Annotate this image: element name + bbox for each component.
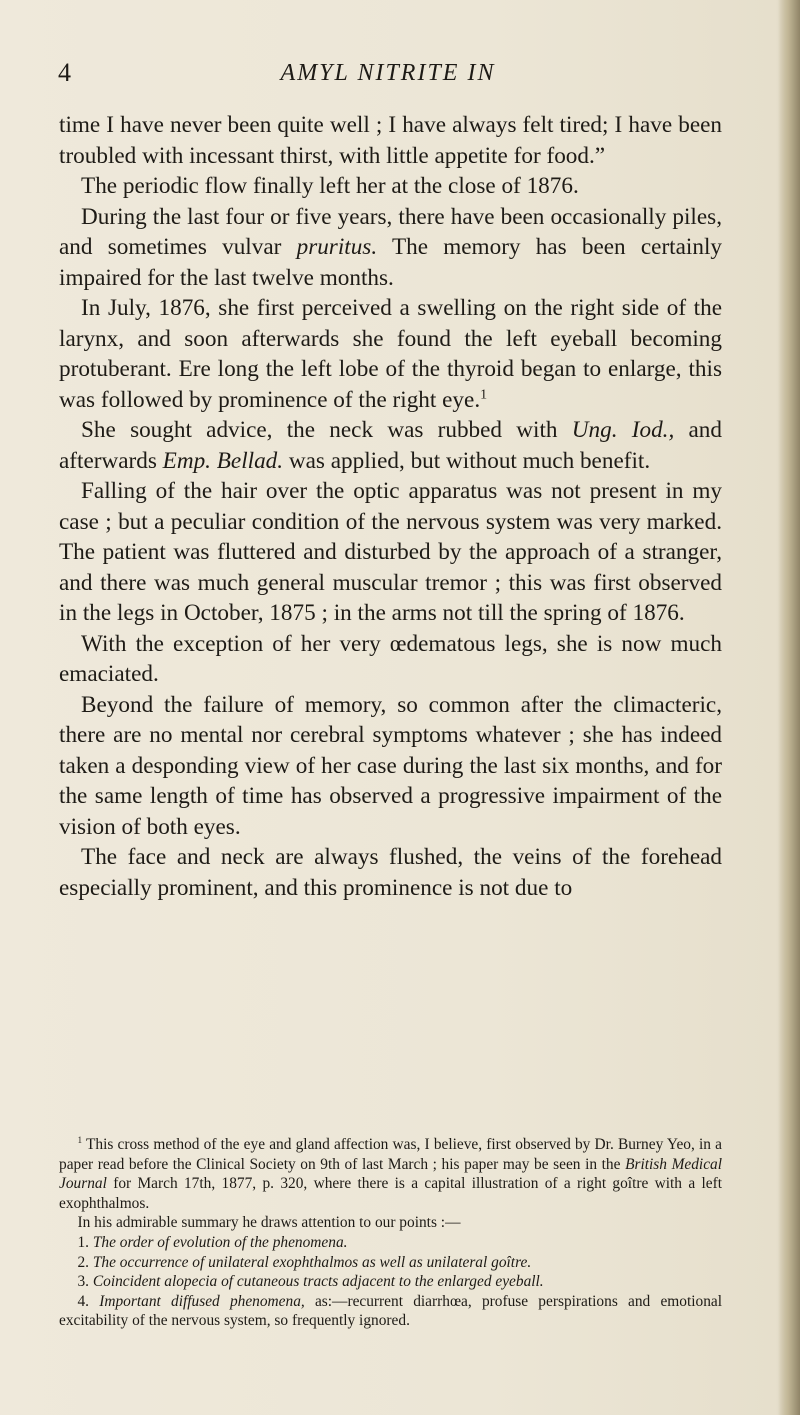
italic-term: Emp. Bellad.	[162, 447, 284, 474]
page-header	[58, 58, 718, 90]
paragraph: During the last four or five years, there have been occasionally piles, and sometimes vulvar pruritus. The memory has been certainly impaired for the last twelve months.	[59, 203, 722, 291]
footnote-reference: 1	[480, 386, 488, 402]
paragraph: With the exception of her very œdematous legs, she is now much emaciated.	[59, 630, 722, 687]
footnote-list-item: 2. The occurrence of unilateral exophthalmos as well as unilateral goître.	[77, 1253, 532, 1271]
italic-term: pruritus.	[296, 234, 378, 260]
paragraph: Beyond the failure of memory, so common after the climacteric, there are no mental nor cerebral symptoms whatever ; she has indeed taken a desponding view of her case during the last six months, and for the same length of time has observed a progressive impairment of the vision of both eyes.	[59, 691, 722, 840]
paragraph: The periodic flow finally left her at the close of 1876.	[81, 173, 579, 199]
footnote-list-item: 3. Coincident alopecia of cutaneous tracts adjacent to the enlarged eyeball.	[77, 1273, 544, 1291]
footnote: In his admirable summary he draws attention to our points :—	[77, 1214, 461, 1232]
paragraph: The face and neck are always flushed, the veins of the forehead especially prominent, and this prominence is not due to	[59, 844, 722, 901]
paragraph: time I have never been quite well ; I have always felt tired; I have been troubled with incessant thirst, with little appetite for food.”	[59, 112, 722, 169]
paragraph: In July, 1876, she first perceived a swelling on the right side of the larynx, and soon afterwards she found the left eyeball becoming protuberant. Ere long the left lobe of the thyroid began to enlarge, this was followed by prominence of the right eye.$^1$	[59, 295, 722, 413]
body-text	[59, 110, 722, 903]
italic-title: British Medical Journal	[59, 1155, 722, 1193]
page-edge-shadow	[778, 0, 800, 1415]
footnote-list-item: 4. Important diffused phenomena, as:—recurrent diarrhœa, profuse perspirations and emotional excitability of the nervous system, so frequently ignored.	[59, 1292, 722, 1330]
page-number: 4	[58, 58, 71, 87]
paragraph: She sought advice, the neck was rubbed with Ung. Iod., and afterwards Emp. Bellad. was applied, but without much benefit.	[59, 417, 722, 474]
footnote-marker: 1	[77, 1134, 83, 1145]
running-title: AMYL NITRITE IN	[280, 60, 496, 86]
footnotes	[59, 1135, 722, 1331]
footnote-list-item: 1. The order of evolution of the phenomena.	[77, 1233, 348, 1251]
paragraph: Falling of the hair over the optic apparatus was not present in my case ; but a peculiar condition of the nervous system was very marked. The patient was fluttered and disturbed by the approach of a stranger, and there was much general muscular tremor ; this was first observed in the legs in October, 1875 ; in the arms not till the spring of 1876.	[59, 478, 722, 626]
footnote: $^1$ This cross method of the eye and gland affection was, I believe, first observed by Dr. Burney Yeo, in a paper read before the Clinical Society on 9th of last March ; his paper may be seen in the British Medical Journal for March 17th, 1877, p. 320, where there is a capital illustration of a right goître with a left exophthalmos.	[59, 1134, 722, 1212]
italic-term: Ung. Iod.,	[571, 417, 675, 443]
